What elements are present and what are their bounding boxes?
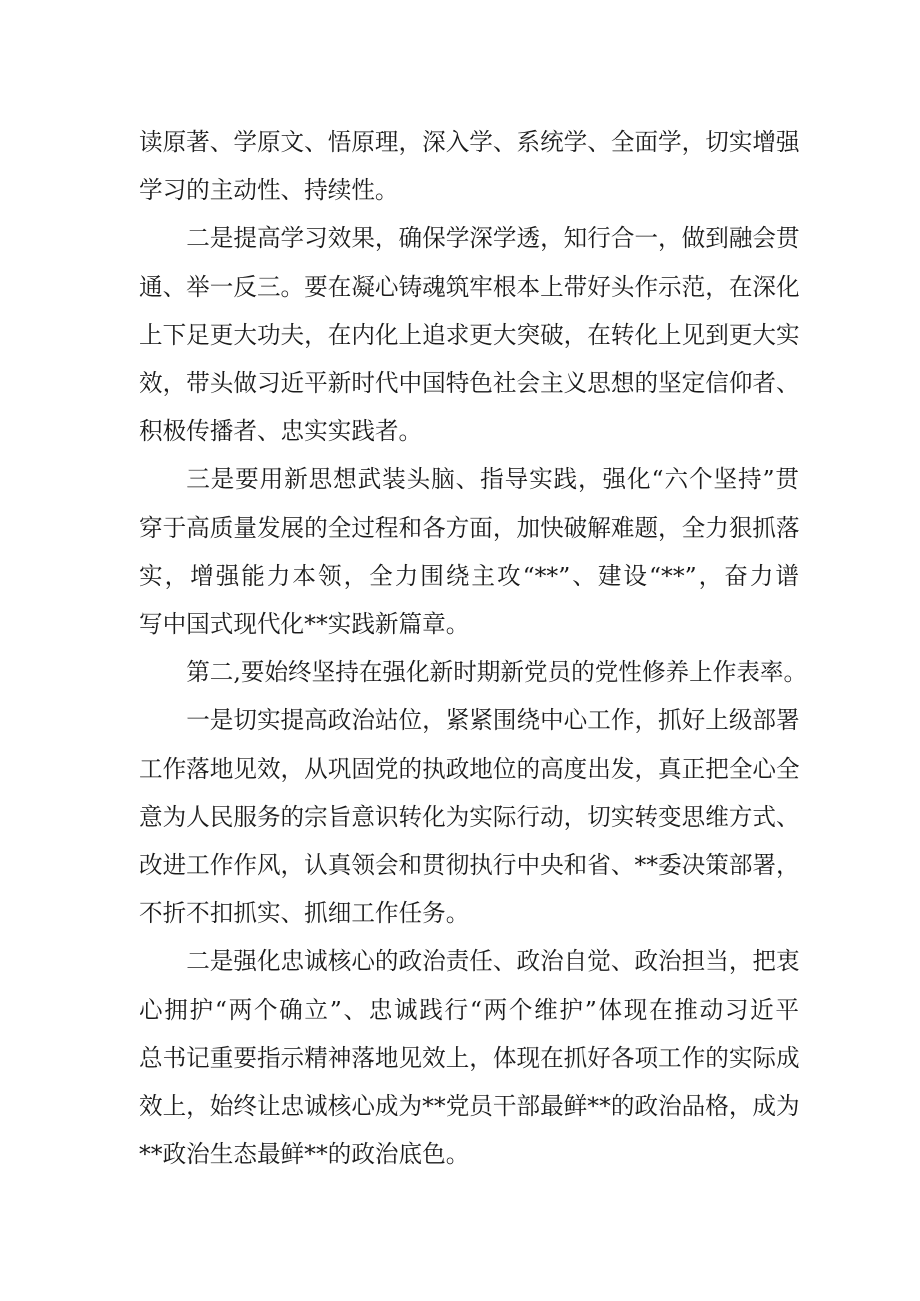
text-line: 总书记重要指示精神落地见效上，体现在抓好各项工作的实际成	[139, 1043, 800, 1072]
text-line: 效，带头做习近平新时代中国特色社会主义思想的坚定信仰者、	[139, 369, 800, 398]
text-line: **政治生态最鲜**的政治底色。	[139, 1140, 470, 1169]
text-line: 写中国式现代化**实践新篇章。	[139, 610, 470, 639]
text-line: 意为人民服务的宗旨意识转化为实际行动，切实转变思维方式、	[139, 802, 800, 831]
paragraph-5	[139, 696, 799, 937]
text-line: 二是强化忠诚核心的政治责任、政治自觉、政治担当，把衷	[186, 947, 800, 976]
section-heading	[139, 648, 808, 696]
paragraph-1	[139, 118, 799, 214]
text-line: 三是要用新思想武装头脑、指导实践，强化“六个坚持”贯	[186, 465, 799, 494]
text-line: 学习的主动性、持续性。	[139, 176, 399, 205]
paragraph-3	[139, 455, 799, 648]
text-line: 实，增强能力本领，全力围绕主攻“**”、建设“**”，奋力谱	[139, 561, 799, 590]
text-line: 上下足更大功夫，在内化上追求更大突破，在转化上见到更大实	[139, 320, 800, 349]
text-line: 工作落地见效，从巩固党的执政地位的高度出发，真正把全心全	[139, 754, 800, 783]
text-line: 第二,要始终坚持在强化新时期新党员的党性修养上作表率。	[186, 658, 808, 687]
text-line: 一是切实提高政治站位，紧紧围绕中心工作，抓好上级部署	[186, 706, 800, 735]
document-body	[139, 118, 808, 1178]
text-line: 效上，始终让忠诚核心成为**党员干部最鲜**的政治品格，成为	[139, 1092, 800, 1121]
text-line: 积极传播者、忠实实践者。	[139, 417, 423, 446]
text-line: 心拥护“两个确立”、忠诚践行“两个维护”体现在推动习近平	[139, 995, 799, 1024]
text-line: 二是提高学习效果，确保学深学透，知行合一，做到融会贯	[186, 224, 800, 253]
text-line: 读原著、学原文、悟原理，深入学、系统学、全面学，切实增强	[139, 128, 800, 156]
text-line: 改进工作作风，认真领会和贯彻执行中央和省、**委决策部署，	[139, 851, 800, 880]
text-line: 通、举一反三。要在凝心铸魂筑牢根本上带好头作示范，在深化	[139, 272, 800, 301]
text-line: 不折不扣抓实、抓细工作任务。	[139, 899, 470, 928]
paragraph-6	[139, 937, 799, 1178]
text-line: 穿于高质量发展的全过程和各方面，加快破解难题，全力狠抓落	[139, 513, 800, 542]
paragraph-2	[139, 214, 799, 455]
